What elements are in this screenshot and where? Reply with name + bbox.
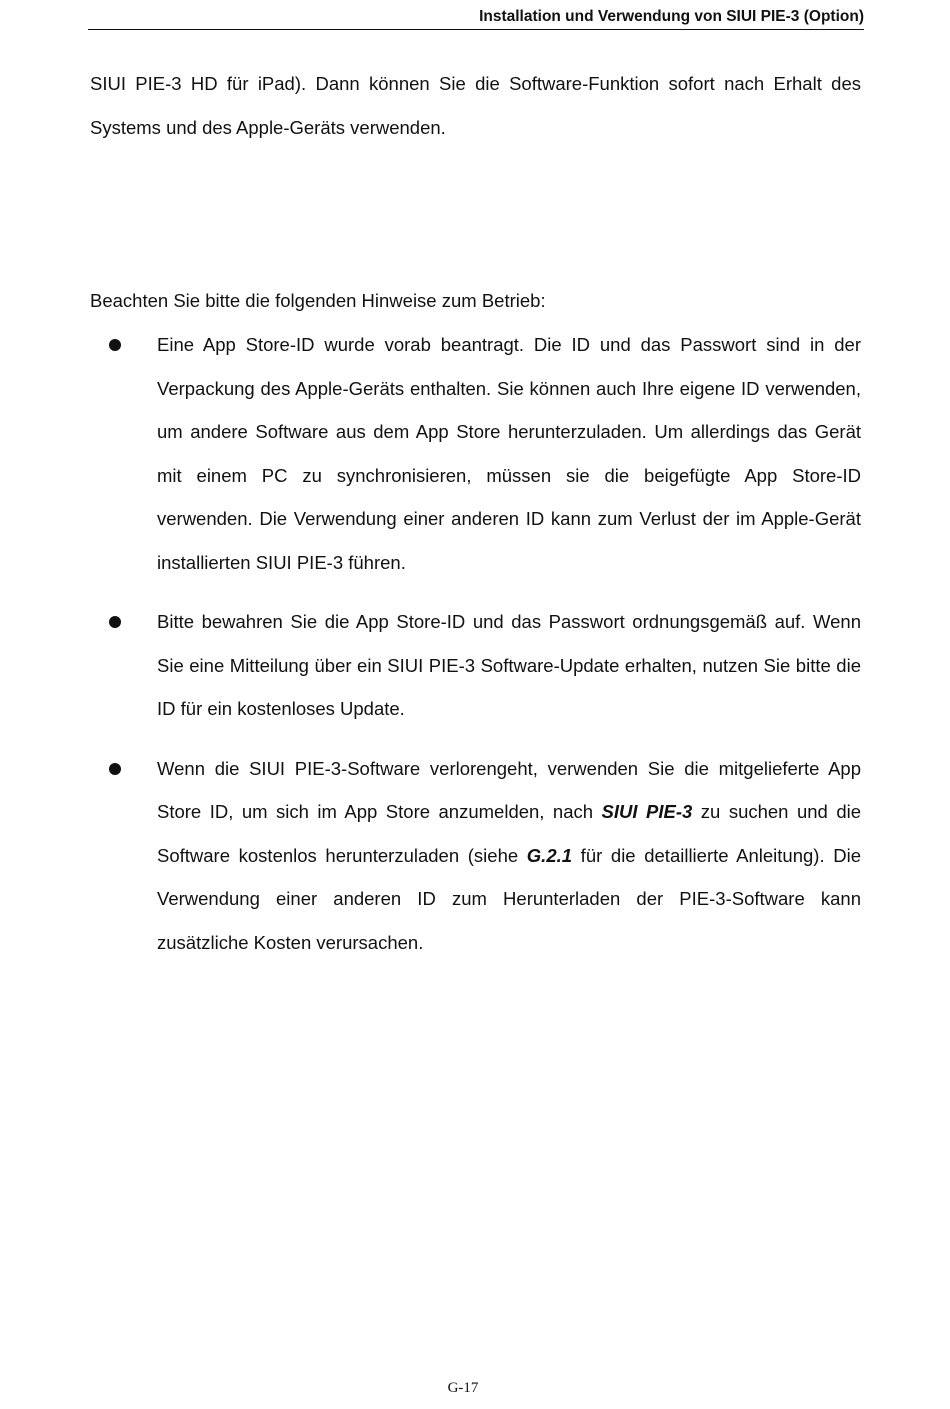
notes-heading: Beachten Sie bitte die folgenden Hinweise zum Betrieb:: [90, 290, 546, 311]
section-reference: G.2.1: [526, 844, 573, 866]
intro-paragraph: SIUI PIE-3 HD für iPad). Dann können Sie die Software-Funktion sofort nach Erhalt des Systems und des Apple-Geräts verwenden.: [90, 73, 861, 138]
running-header: Installation und Verwendung von SIUI PIE-3 (Option): [88, 8, 864, 30]
list-item-text-part: für die detaillierte Anleitung). Die Verwendung einer anderen ID zum Herunterladen der PIE-3-Software kann zusätzliche Kosten verursachen.: [157, 844, 861, 953]
bullet-dot-icon: [109, 616, 121, 628]
list-item-text: Eine App Store-ID wurde vorab beantragt. Die ID und das Passwort sind in der Verpackung des Apple-Geräts enthalten. Sie können auch Ihre eigene ID verwenden, um andere Software aus dem App Store herunterzuladen. Um allerdings das Gerät mit einem PC zu synchronisieren, müssen sie die beigefügte App Store-ID verwenden. Die Verwendung einer anderen ID kann zum Verlust der im Apple-Gerät installierten SIUI PIE-3 führen.: [157, 334, 861, 573]
bullet-dot-icon: [109, 763, 121, 775]
list-item: [90, 600, 861, 731]
page-number: G-17: [447, 1380, 479, 1396]
list-item: [90, 747, 861, 965]
bullet-dot-icon: [109, 339, 121, 351]
list-item: [90, 323, 861, 584]
list-item-text-part: zu suchen und die Software kostenlos herunterzuladen (siehe: [157, 801, 862, 866]
emphasized-term: SIUI PIE-3: [601, 801, 693, 822]
list-item-text-part: Wenn die SIUI PIE-3-Software verlorengeht, verwenden Sie die mitgelieferte App Store ID, um sich im App Store anzumelden, nach: [157, 757, 861, 822]
list-item-text: Bitte bewahren Sie die App Store-ID und das Passwort ordnungsgemäß auf. Wenn Sie eine Mitteilung über ein SIUI PIE-3 Software-Update erhalten, nutzen Sie bitte die ID für ein kostenloses Update.: [157, 611, 861, 719]
notes-list: [90, 323, 861, 980]
